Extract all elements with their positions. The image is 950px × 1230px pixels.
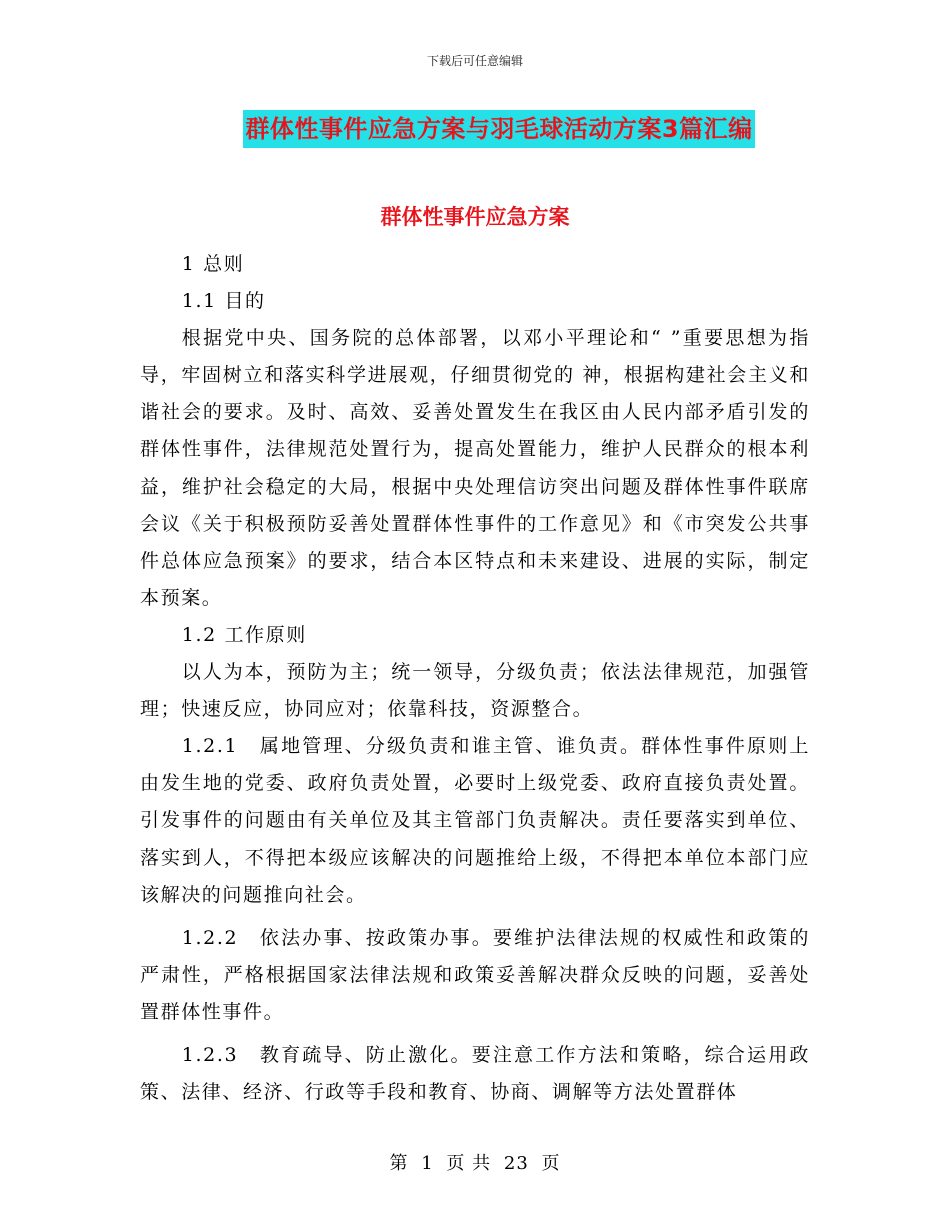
paragraph-1-2-2: 1.2.2 依法办事、按政策办事。要维护法律法规的权威性和政策的严肃性，严格根据国家法律法规和政策妥善解决群众反映的问题，妥善处置群体性事件。: [140, 926, 810, 1023]
paragraph-1-2-1: 1.2.1 属地管理、分级负责和谁主管、谁负责。群体性事件原则上由发生地的党委、政府负责处置，必要时上级党委、政府直接负责处置。引发事件的问题由有关单位及其主管部门负责解决。责任要落实到单位、落实到人，不得把本级应该解决的问题推给上级，不得把本单位本部门应该解决的问题推向社会。: [140, 735, 810, 906]
heading-general: 1 总则: [181, 253, 245, 275]
footer-page-number: 1: [421, 1153, 434, 1174]
page-footer: [0, 1150, 950, 1178]
footer-prefix: 第: [389, 1153, 409, 1174]
footer-suffix: 页: [541, 1153, 561, 1174]
header-note: 下载后可任意编辑: [426, 54, 523, 68]
main-title-container: [0, 110, 950, 148]
paragraph-purpose: 根据党中央、国务院的总体部署，以邓小平理论和“ ”重要思想为指导，牢固树立和落实科学进展观，仔细贯彻党的 神，根据构建社会主义和谐社会的要求。及时、高效、妥善处置发生在我区由人民内部矛盾引发的群体性事件，法律规范处置行为，提高处置能力，维护人民群众的根本利益，维护社会稳定的大局，根据中央处理信访突出问题及群体性事件联席会议《关于积极预防妥善处置群体性事件的工作意见》和《市突发公共事件总体应急预案》的要求，结合本区特点和未来建设、进展的实际，制定本预案。: [140, 327, 810, 609]
paragraph-principles: 以人为本，预防为主；统一领导，分级负责；依法法律规范，加强管理；快速反应，协同应对；依靠科技，资源整合。: [140, 661, 810, 721]
heading-principles: 1.2 工作原则: [181, 623, 307, 646]
section-title: 群体性事件应急方案: [380, 205, 570, 229]
footer-page-total: 23: [503, 1153, 529, 1174]
document-body: [140, 246, 810, 1111]
paragraph-1-2-3: 1.2.3 教育疏导、防止激化。要注意工作方法和策略，综合运用政策、法律、经济、行政等手段和教育、协商、调解等方法处置群体: [140, 1043, 810, 1104]
footer-mid: 页 共: [446, 1153, 492, 1174]
main-title: 群体性事件应急方案与羽毛球活动方案3篇汇编: [243, 110, 754, 148]
heading-purpose: 1.1 目的: [181, 290, 266, 313]
